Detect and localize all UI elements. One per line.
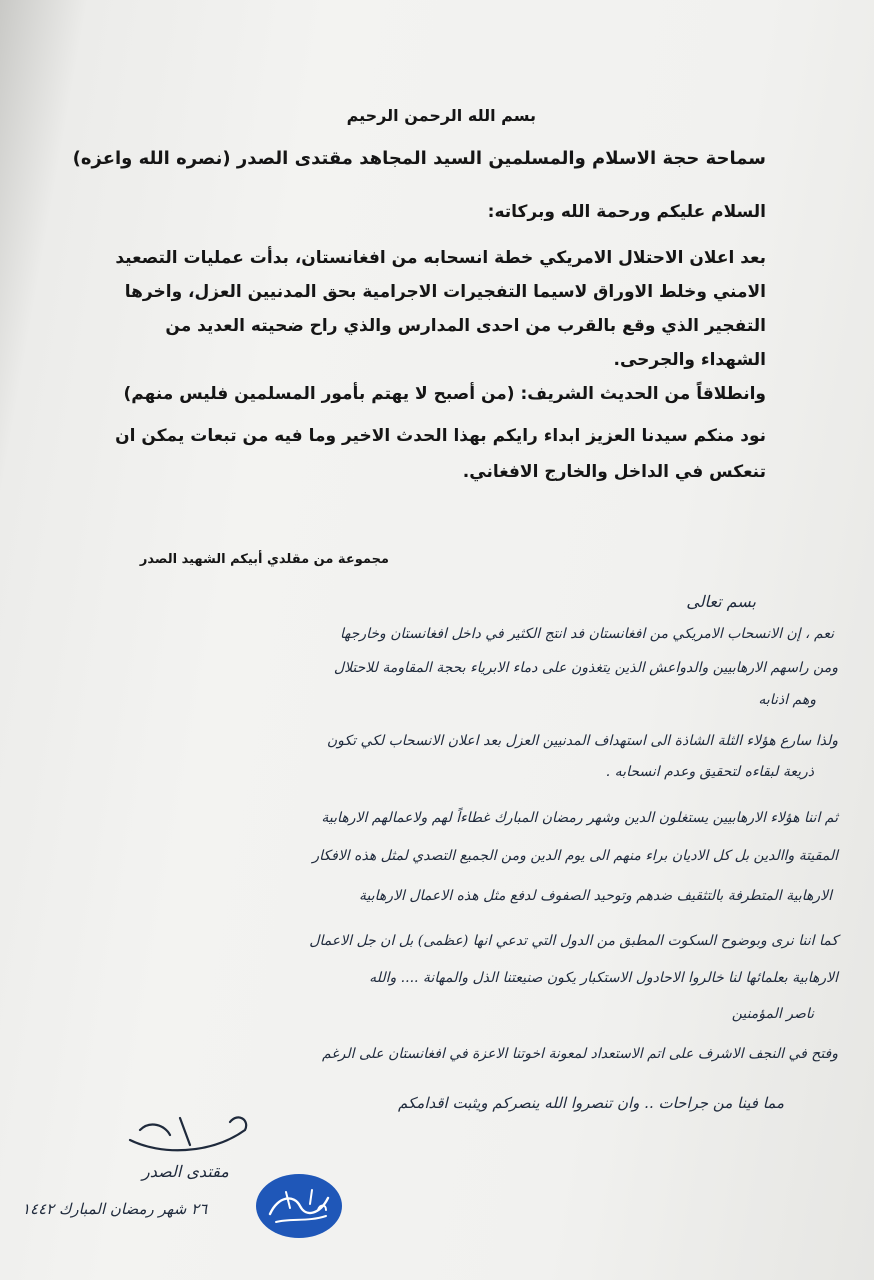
hadith-line: وانطلاقاً من الحديث الشريف: (من أصبح لا يهتم بأمور المسلمين فليس منهم) bbox=[123, 384, 766, 404]
signature-scribble bbox=[120, 1100, 260, 1160]
reply-line: وفتح في النجف الاشرف على اتم الاستعداد لمعونة اخوتنا الاعزة في افغانستان على الرغم bbox=[322, 1046, 838, 1062]
reply-line: كما اننا نرى وبوضوح السكوت المطبق من الدول التي تدعي انها (عظمى) بل ان جل الاعمال bbox=[309, 933, 838, 949]
request-line: تنعكس في الداخل والخارج الافغاني. bbox=[462, 462, 766, 482]
reply-line: ولذا سارع هؤلاء الثلة الشاذة الى استهداف المدنيين العزل بعد اعلان الانسحاب لكي تكون bbox=[326, 733, 838, 749]
request-line: نود منكم سيدنا العزيز ابداء رايكم بهذا الحدث الاخير وما فيه من تبعات يمكن ان bbox=[115, 426, 766, 446]
reply-line: ناصر المؤمنين bbox=[731, 1006, 814, 1022]
body-line: الامني وخلط الاوراق لاسيما التفجيرات الاجرامية بحق المدنيين العزل، واخرها bbox=[124, 282, 766, 302]
official-seal bbox=[256, 1174, 342, 1238]
greeting-line: السلام عليكم ورحمة الله وبركاته: bbox=[487, 202, 766, 222]
reply-line: مما فينا من جراحات .. وان تنصروا الله ينصركم ويثبت اقدامكم bbox=[398, 1094, 784, 1112]
body-line: بعد اعلان الاحتلال الامريكي خطة انسحابه من افغانستان، بدأت عمليات التصعيد bbox=[115, 248, 766, 268]
reply-line: الارهابية المتطرفة بالتثقيف ضدهم وتوحيد الصفوف لدفع مثل هذه الاعمال الارهابية bbox=[359, 888, 832, 904]
reply-line: ومن راسهم الارهابيين والدواعش الذين يتغذون على دماء الابرياء بحجة المقاومة للاحتلال bbox=[333, 660, 838, 676]
reply-line: الارهابية بعلمائها لنا خالروا الاحادول الاستكبار يكون صنيعتنا الذل والمهانة .... والله bbox=[369, 970, 838, 986]
basmala: بسم الله الرحمن الرحيم bbox=[346, 106, 536, 125]
signature-date: ٢٦ شهر رمضان المبارك ١٤٤٢ bbox=[22, 1200, 208, 1218]
body-line: التفجير الذي وقع بالقرب من احدى المدارس والذي راح ضحيته العديد من bbox=[165, 316, 766, 336]
reply-line: ثم اننا هؤلاء الارهابيين يستغلون الدين وشهر رمضان المبارك غطاءاً لهم ولاعمالهم الارهابية bbox=[321, 810, 838, 826]
reply-line: ذريعة لبقاءه لتحقيق وعدم انسحابه . bbox=[605, 764, 814, 780]
sender-line: مجموعة من مقلدي أبيكم الشهيد الصدر bbox=[139, 552, 389, 567]
reply-line: وهم اذنابه bbox=[758, 692, 816, 708]
signature-name: مقتدى الصدر bbox=[142, 1162, 229, 1181]
reply-line: نعم ، إن الانسحاب الامريكي من افغانستان فد انتج الكثير في داخل افغانستان وخارجها bbox=[339, 626, 834, 642]
reply-opening: بسم تعالى bbox=[686, 592, 756, 611]
body-line: الشهداء والجرحى. bbox=[613, 350, 766, 370]
addressee-line: سماحة حجة الاسلام والمسلمين السيد المجاهد مقتدى الصدر (نصره الله واعزه) bbox=[72, 148, 766, 169]
reply-line: المقيتة واالدين بل كل الاديان براء منهم الى يوم الدين ومن الجميع التصدي لمثل هذه الافكار bbox=[312, 848, 838, 864]
